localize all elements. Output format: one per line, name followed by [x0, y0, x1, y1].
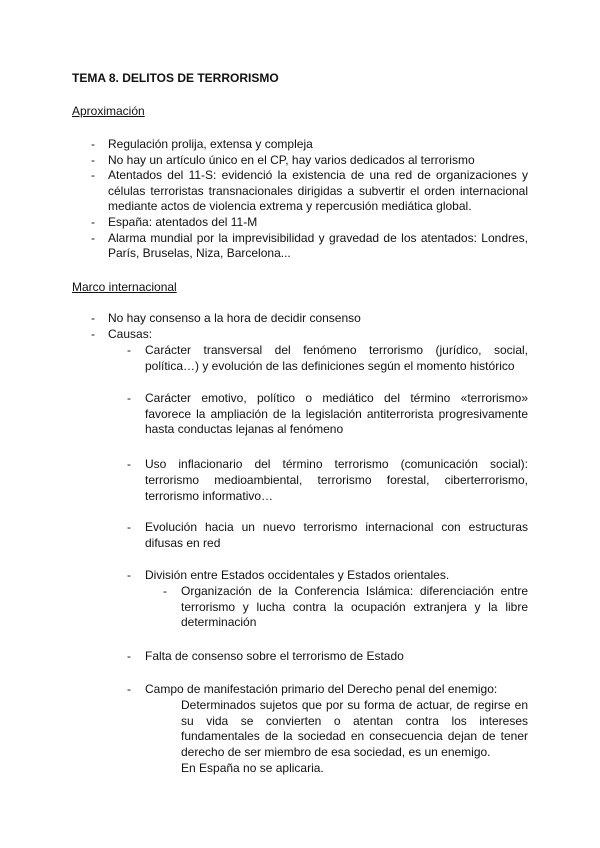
list-item-continuation: París, Bruselas, Niza, Barcelona... — [108, 246, 291, 260]
list-item-continuation: mediante actos de violencia extrema y repercusión mediática global. — [108, 199, 472, 213]
list-bullet: - — [91, 311, 95, 325]
list-item-continuation: favorece la ampliación de la legislación antiterrorista progresivamente — [145, 407, 528, 421]
list-bullet: - — [91, 215, 95, 229]
list-bullet: - — [127, 682, 131, 696]
list-bullet: - — [91, 153, 95, 167]
list-item-continuation: terrorismo y lucha contra la ocupación extranjera y la libre — [181, 600, 528, 614]
section-heading-aproximacion: Aproximación — [72, 104, 145, 118]
list-item-continuation: terrorismo informativo… — [145, 489, 274, 503]
definition-text: fundamentales de la sociedad en consecuencia dejan de tener — [181, 729, 528, 743]
list-item: Regulación prolija, extensa y compleja — [108, 137, 313, 151]
list-bullet: - — [127, 568, 131, 582]
list-bullet: - — [91, 168, 95, 182]
page-title: TEMA 8. DELITOS DE TERRORISMO — [72, 71, 279, 85]
list-item: Atentados del 11-S: evidenció la existencia de una red de organizaciones y — [108, 168, 528, 182]
list-item: Evolución hacia un nuevo terrorismo internacional con estructuras — [145, 520, 528, 534]
list-item-continuation: difusas en red — [145, 536, 221, 550]
definition-text: derecho de ser miembro de esa sociedad, es un enemigo. — [181, 745, 491, 759]
list-bullet: - — [163, 584, 167, 598]
definition-text: En España no se aplicaria. — [181, 761, 324, 775]
list-item: Falta de consenso sobre el terrorismo de Estado — [145, 649, 404, 663]
definition-text: su vida se convierten o atentan contra los intereses — [181, 714, 528, 728]
section-heading-marco-internacional: Marco internacional — [72, 280, 177, 294]
list-item-continuation: terrorismo medioambiental, terrorismo forestal, ciberterrorismo, — [145, 473, 528, 487]
list-item: Carácter emotivo, político o mediático del término «terrorismo» — [145, 391, 528, 405]
list-item-continuation: determinación — [181, 615, 257, 629]
list-item: Alarma mundial por la imprevisibilidad y gravedad de los atentados: Londres, — [108, 231, 528, 245]
list-bullet: - — [127, 391, 131, 405]
list-item: Carácter transversal del fenómeno terrorismo (jurídico, social, — [145, 343, 528, 357]
list-bullet: - — [91, 137, 95, 151]
list-bullet: - — [91, 327, 95, 341]
list-bullet: - — [127, 520, 131, 534]
list-bullet: - — [127, 343, 131, 357]
list-item: No hay consenso a la hora de decidir consenso — [108, 311, 361, 325]
list-item-continuation: política…) y evolución de las definiciones según el momento histórico — [145, 359, 515, 373]
list-item-continuation: células terroristas transnacionales dirigidas a subvertir el orden internacional — [108, 184, 528, 198]
list-item-continuation: hasta conductas lejanas al fenómeno — [145, 422, 344, 436]
list-item: División entre Estados occidentales y Estados orientales. — [145, 568, 450, 582]
list-item: España: atentados del 11-M — [108, 215, 258, 229]
definition-text: Determinados sujetos que por su forma de actuar, de regirse en — [181, 698, 528, 712]
list-item: No hay un artículo único en el CP, hay varios dedicados al terrorismo — [108, 153, 475, 167]
list-item: Campo de manifestación primario del Derecho penal del enemigo: — [145, 682, 498, 696]
list-bullet: - — [127, 649, 131, 663]
list-item: Causas: — [108, 327, 153, 341]
list-bullet: - — [127, 457, 131, 471]
list-item: Uso inflacionario del término terrorismo (comunicación social): — [145, 457, 528, 471]
list-item: Organización de la Conferencia Islámica: diferenciación entre — [181, 584, 528, 598]
list-bullet: - — [91, 231, 95, 245]
